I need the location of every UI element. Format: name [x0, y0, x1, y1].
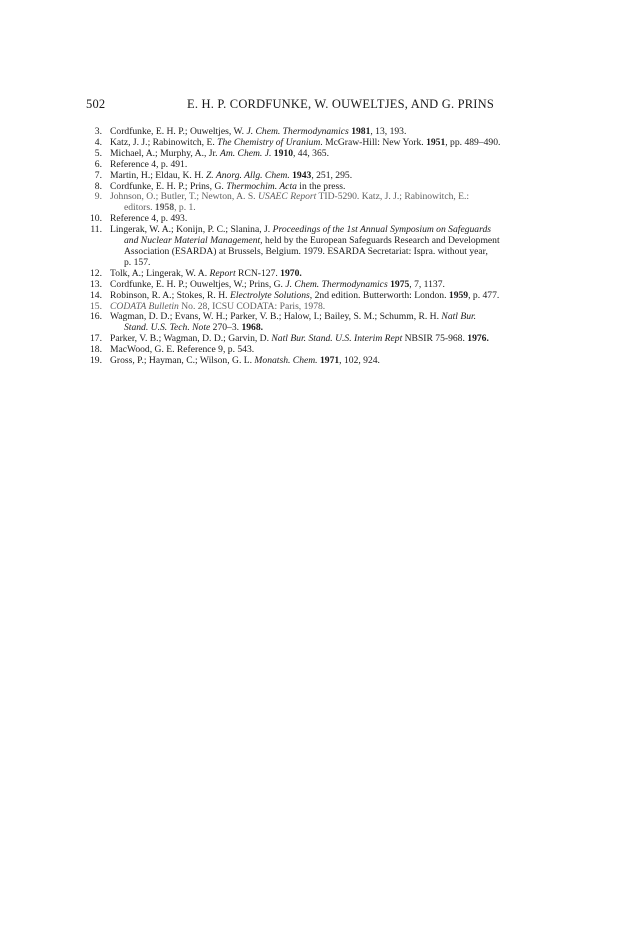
- reference-number: 3.: [94, 126, 102, 137]
- reference-number: 10.: [90, 213, 102, 225]
- reference-12: 12. Tolk, A.; Lingerak, W. A. Report RCN-127. 1970.: [86, 269, 556, 280]
- reference-number: 8.: [94, 180, 102, 192]
- reference-number: 13.: [90, 278, 102, 290]
- reference-10: 10. Reference 4, p. 493.: [86, 214, 556, 225]
- reference-8: 8. Cordfunke, E. H. P.; Prins, G. Thermochim. Acta in the press.: [86, 182, 556, 193]
- reference-4: 4. Katz, J. J.; Rabinowitch, E. The Chemistry of Uranium. McGraw-Hill: New York. 1951, pp. 489–490.: [86, 138, 556, 149]
- reference-19: 19. Gross, P.; Hayman, C.; Wilson, G. L. Monatsh. Chem. 1971, 102, 924.: [86, 356, 556, 367]
- reference-list: [86, 127, 556, 367]
- page-number: 502: [86, 97, 106, 111]
- reference-number: 9.: [94, 191, 102, 203]
- running-head-authors: E. H. P. CORDFUNKE, W. OUWELTJES, AND G. PRINS: [187, 97, 495, 111]
- reference-6: 6. Reference 4, p. 491.: [86, 160, 556, 171]
- reference-number: 18.: [90, 344, 102, 356]
- reference-18: 18. MacWood, G. E. Reference 9, p. 543.: [86, 345, 556, 356]
- reference-number: 16.: [90, 311, 102, 323]
- reference-5: 5. Michael, A.; Murphy, A., Jr. Am. Chem. J. 1910, 44, 365.: [86, 149, 556, 160]
- reference-number: 6.: [94, 158, 102, 170]
- reference-13: 13. Cordfunke, E. H. P.; Ouweltjes, W.; Prins, G. J. Chem. Thermodynamics 1975, 7, 1137.: [86, 280, 556, 291]
- reference-number: 17.: [90, 333, 102, 345]
- reference-number: 7.: [94, 169, 102, 181]
- reference-number: 19.: [90, 355, 102, 367]
- reference-number: 4.: [94, 136, 102, 148]
- reference-16: 16. Wagman, D. D.; Evans, W. H.; Parker, V. B.; Halow, I.; Bailey, S. M.; Schumm, R. H. Natl Bur. Stand. U.S. Tech. Note 270–3. 1968.: [86, 312, 556, 334]
- reference-17: 17. Parker, V. B.; Wagman, D. D.; Garvin, D. Natl Bur. Stand. U.S. Interim Rept NBSIR 75-968. 1976.: [86, 334, 556, 345]
- reference-3: 3. Cordfunke, E. H. P.; Ouweltjes, W. J. Chem. Thermodynamics 1981, 13, 193.: [86, 127, 556, 138]
- reference-number: 11.: [90, 224, 102, 236]
- reference-9: 9. Johnson, O.; Butler, T.; Newton, A. S. USAEC Report TID-5290. Katz, J. J.; Rabinowitch, E.: editors. 1958, p. 1.: [86, 192, 556, 214]
- reference-number: 14.: [90, 289, 102, 301]
- reference-number: 15.: [90, 300, 102, 312]
- reference-number: 5.: [94, 147, 102, 159]
- reference-7: 7. Martin, H.; Eldau, K. H. Z. Anorg. Allg. Chem. 1943, 251, 295.: [86, 171, 556, 182]
- reference-11: 11. Lingerak, W. A.; Konijn, P. C.; Slanina, J. Proceedings of the 1st Annual Symposium on Safeguards and Nuclear Material Management, held by the European Safeguards Research and Development Association (ESARDA) at Brussels, Belgium. 1979. ESARDA Secretariat: Ispra. without year, p. 157.: [86, 225, 556, 269]
- reference-15: 15. CODATA Bulletin No. 28, ICSU CODATA: Paris, 1978.: [86, 302, 556, 313]
- reference-number: 12.: [90, 267, 102, 279]
- reference-14: 14. Robinson, R. A.; Stokes, R. H. Electrolyte Solutions, 2nd edition. Butterworth: London. 1959, p. 477.: [86, 291, 556, 302]
